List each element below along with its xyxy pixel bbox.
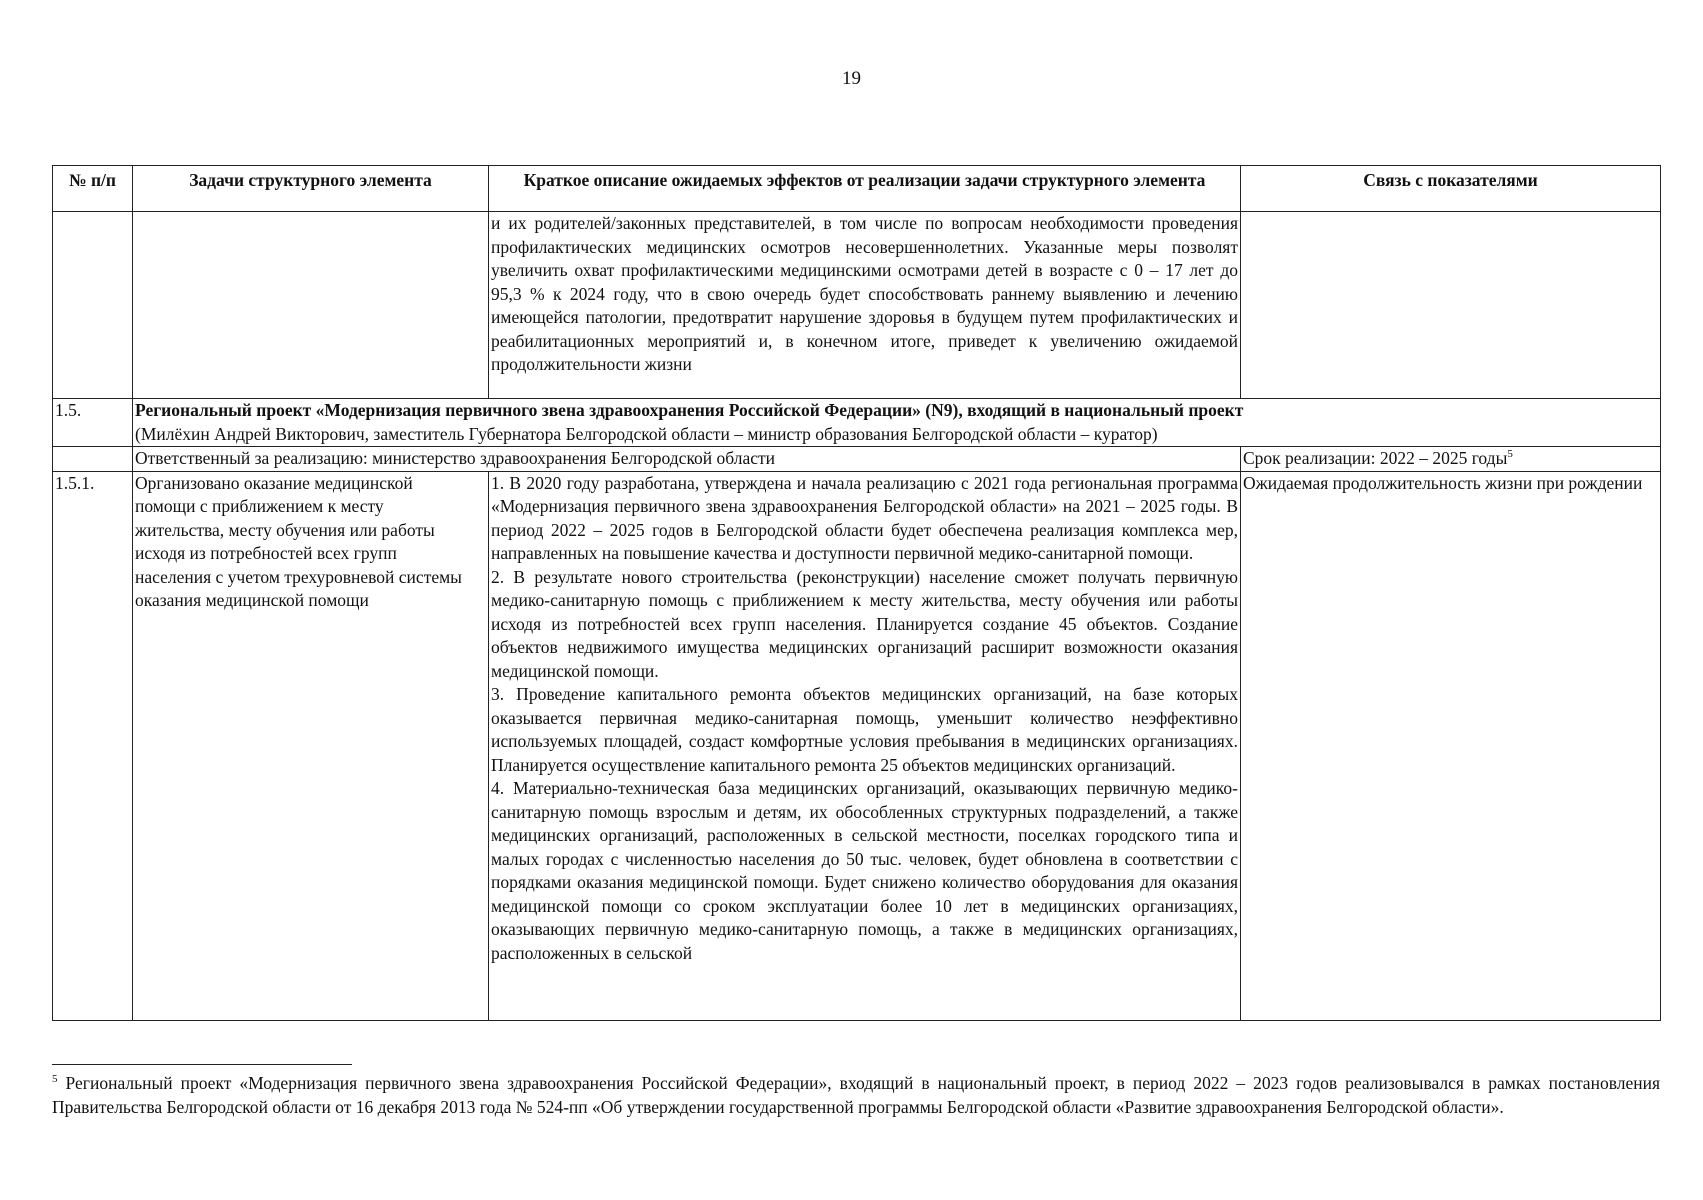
footnote-text: Региональный проект «Модернизация первичного звена здравоохранения Российской Федерации», входящий в национальный проект, в период 2022 – 2023 годов реализовывался в рамках постановления Правительства Белгородской области от 16 декабря 2013 года № 524-пп «Об утверждении государственной программы Белгородской области «Развитие здравоохранения Белгородской области». bbox=[52, 1073, 1661, 1117]
effects-continued-text: и их родителей/законных представителей, в том числе по вопросам необходимости проведения профилактических медицинских осмотров несовершеннолетних. Указанные меры позволят увеличить охват профилактическими медицинскими осмотрами детей в возрасте с 0 – 17 лет до 95,3 % к 2024 году, что в свою очередь будет способствовать раннему выявлению и лечению имеющейся патологии, предотвратит нарушение здоровья в будущем путем профилактических и реабилитационных мероприятий и, в конечном итоге, приведет к увеличению ожидаемой продолжительности жизни bbox=[491, 213, 1238, 374]
cell-task-empty bbox=[133, 212, 489, 399]
effect-item-3: 3. Проведение капитального ремонта объектов медицинских организаций, на базе которых оказывается первичная медико-санитарная помощь, уменьшит количество неэффективно используемых площадей, создаст комфортные условия пребывания в медицинских организациях. Планируется осуществление капитального ремонта 25 объектов медицинских организаций. bbox=[491, 684, 1238, 775]
row-151-indicator: Ожидаемая продолжительность жизни при рождении bbox=[1241, 471, 1661, 1020]
section-num: 1.5. bbox=[53, 399, 133, 447]
header-link: Связь с показателями bbox=[1241, 166, 1661, 212]
footnote-separator bbox=[52, 1064, 352, 1065]
row-151-effects bbox=[491, 472, 1238, 1020]
effect-item-2: 2. В результате нового строительства (реконструкции) население сможет получать первичную медико-санитарную помощь с приближением к месту жительства, месту обучения или работы исходя из потребностей всех групп населения. Планируется создание 45 объектов. Создание объектов недвижимого имущества медицинских организаций расширит возможности оказания медицинской помощи. bbox=[491, 566, 1238, 681]
term-cell bbox=[1241, 447, 1661, 472]
term-footnote-marker: 5 bbox=[1507, 448, 1513, 461]
table-row-continued bbox=[53, 212, 1661, 399]
header-num: № п/п bbox=[53, 166, 133, 212]
footnote-marker: 5 bbox=[52, 1073, 58, 1086]
header-effects: Краткое описание ожидаемых эффектов от реализации задачи структурного элемента bbox=[489, 166, 1241, 212]
table-row-1-5-1 bbox=[53, 471, 1661, 1020]
responsible-num-empty bbox=[53, 447, 133, 472]
effect-item-1: 1. В 2020 году разработана, утверждена и начала реализацию с 2021 года региональная программа «Модернизация первичного звена здравоохранения Белгородской области» на 2021 – 2025 годы. В период 2022 – 2025 годов в Белгородской области будет обеспечена реализация комплекса мер, направленных на повышение качества и доступности первичной медико-санитарной помощи. bbox=[491, 472, 1238, 563]
responsible-cell: Ответственный за реализацию: министерство здравоохранения Белгородской области bbox=[133, 447, 1241, 472]
section-curator: (Милёхин Андрей Викторович, заместитель Губернатора Белгородской области – министр образования Белгородской области – куратор) bbox=[135, 423, 1158, 444]
cell-num-empty bbox=[53, 212, 133, 399]
row-151-task: Организовано оказание медицинской помощи с приближением к месту жительства, месту обучения или работы исходя из потребностей всех групп населения с учетом трехуровневой системы оказания медицинской помощи bbox=[133, 471, 489, 1020]
row-151-num: 1.5.1. bbox=[53, 471, 133, 1020]
term-text: Срок реализации: 2022 – 2025 годы bbox=[1243, 448, 1508, 468]
table-header-row bbox=[53, 166, 1661, 212]
responsible-row bbox=[53, 447, 1661, 472]
cell-link-empty bbox=[1241, 212, 1661, 399]
page-number: 19 bbox=[842, 68, 861, 89]
row-151-effects-cell bbox=[489, 471, 1241, 1020]
section-title: Региональный проект «Модернизация первичного звена здравоохранения Российской Федерации» (N9), входящий в национальный проект bbox=[135, 400, 1244, 420]
footnote bbox=[52, 1072, 1660, 1119]
section-row bbox=[53, 399, 1661, 447]
effect-item-4: 4. Материально-техническая база медицинских организаций, оказывающих первичную медико-санитарную помощь взрослым и детям, их обособленных структурных подразделений, а также медицинских организаций, расположенных в сельской местности, поселках городского типа и малых городах с численностью населения до 50 тыс. человек, будет обновлена в соответствии с порядками оказания медицинской помощи. Будет снижено количество оборудования для оказания медицинской помощи со сроком эксплуатации более 10 лет в медицинских организациях, оказывающих первичную медико-санитарную помощь, а также в медицинских организациях, расположенных в сельской bbox=[491, 778, 1238, 963]
cell-effects-continued bbox=[489, 212, 1241, 399]
structural-elements-table bbox=[52, 165, 1661, 1021]
header-tasks: Задачи структурного элемента bbox=[133, 166, 489, 212]
section-title-cell bbox=[133, 399, 1661, 447]
